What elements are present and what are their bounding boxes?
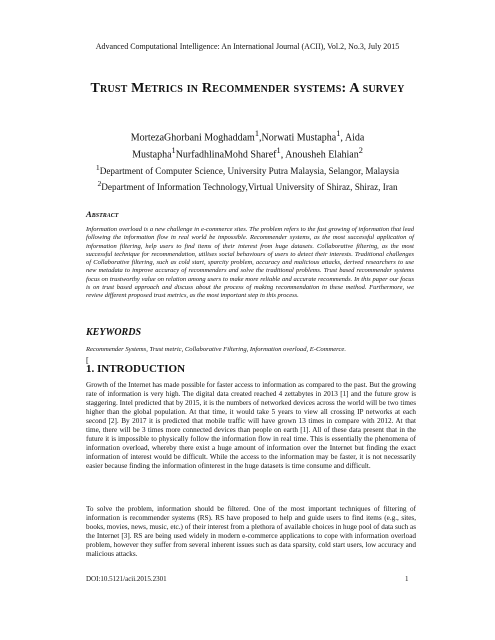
affiliation-line bbox=[60, 178, 435, 194]
stray-bracket-mark: [ bbox=[86, 356, 89, 365]
abstract-heading: Abstract bbox=[86, 209, 119, 219]
journal-header: Advanced Computational Intelligence: An International Journal (ACII), Vol.2, No.3, July 2015 bbox=[95, 42, 400, 51]
author-list bbox=[90, 127, 405, 162]
keywords-heading: KEYWORDS bbox=[86, 327, 142, 338]
abstract-text: Information overload is a new challenge in e-commerce sites. The problem refers to the fast growing of information that lead following the information flow in real world be impossible. Recommender systems, as the most successful application of information filtering, help users to find items of their interest from huge datasets. Collaborative filtering, as the most successful technique for recommendation, utilises social behaviours of users to detect their interests. Traditional challenges of Collaborative filtering, such as cold start, sparcity problem, accuracy and malicious attacks, derived researchers to use new metadata to improve accuracy of recommenders and solve the traditional problems. Trust based recommender systems focus on trustworthy value on relation among users to make more reliable and accurate recommends. In this paper our focus is on trust based approach and discuss about the process of making recommendation in these method. Furthermore, we review different proposed trust metrics, as the most important step in this process. bbox=[86, 226, 414, 299]
page-number: 1 bbox=[405, 575, 409, 583]
author-name: , Aida Mustapha bbox=[132, 132, 365, 161]
introduction-paragraph: Growth of the Internet has made possible for faster access to information as compared to the past. But the growing rate of information is very high. The digital data created reached 4 zettabytes in 2013 [1] and the future grow is staggering. Intel predicted that by 2015, it is the numbers of networked devices across the world will be two times higher than the global population. At that time, it would take 5 years to view all crossing IP networks at each second [2]. By 2017 it is predicted that mobile traffic will have grown 13 times in compare with 2012. At that time, there will be 3 times more connected devices than people on earth [1]. All of these data present that in the future it is impossible to physically follow the information flow in real time. This is essentially the phenomena of information overload, whereby there exist a huge amount of information over the Internet but finding the exact information of interest would be difficult. While the access to the information may be faster, it is not necessarily easier because finding the information ofinterest in the huge datasets is time consume and difficult. bbox=[86, 381, 416, 470]
affiliation-mark: 2 bbox=[97, 178, 102, 188]
paper-title: Trust Metrics in Recommender systems: A survey bbox=[90, 81, 405, 96]
introduction-paragraph: To solve the problem, information should be filtered. One of the most important techniques of filtering of information is recommender systems (RS). RS have proposed to help and guide users to find items (e.g., sites, books, movies, news, music, etc.) of their interest from a plethora of available choices in huge pool of data such as the Internet [3]. RS are being used widely in modern e-commerce applications to cope with information overload problem, however they suffer from several inherent issues such as data sparsity, cold start users, low accuracy and malicious attacks. bbox=[86, 505, 416, 558]
author-name: MortezaGhorbani Moghaddam bbox=[130, 132, 255, 144]
affiliation-line bbox=[60, 162, 435, 178]
author-name: , Anousheh Elahian bbox=[280, 149, 359, 161]
author-affiliation-mark: 1 bbox=[336, 129, 341, 138]
author-name: NurfadhlinaMohd Sharef bbox=[175, 149, 277, 161]
author-affiliation-mark: 1 bbox=[254, 129, 260, 138]
author-affiliation-mark: 1 bbox=[171, 146, 176, 156]
author-affiliation-mark: 1 bbox=[276, 146, 281, 156]
footer-doi: DOI:10.5121/acii.2015.2301 bbox=[86, 575, 167, 583]
introduction-heading: 1. INTRODUCTION bbox=[86, 363, 186, 375]
affiliation-text: Department of Information Technology,Virtual University of Shiraz, Shiraz, Iran bbox=[101, 181, 398, 192]
affiliation-mark: 1 bbox=[95, 163, 100, 172]
author-name: ,Norwati Mustapha bbox=[259, 132, 337, 144]
keywords-text: Recommender Systems, Trust metric, Collaborative Filtering, Information overload, E-Commerce. bbox=[86, 346, 346, 353]
author-affiliation-mark: 2 bbox=[358, 146, 363, 156]
affiliation-text: Department of Computer Science, University Putra Malaysia, Selangor, Malaysia bbox=[99, 166, 400, 177]
affiliation-list bbox=[60, 162, 435, 193]
